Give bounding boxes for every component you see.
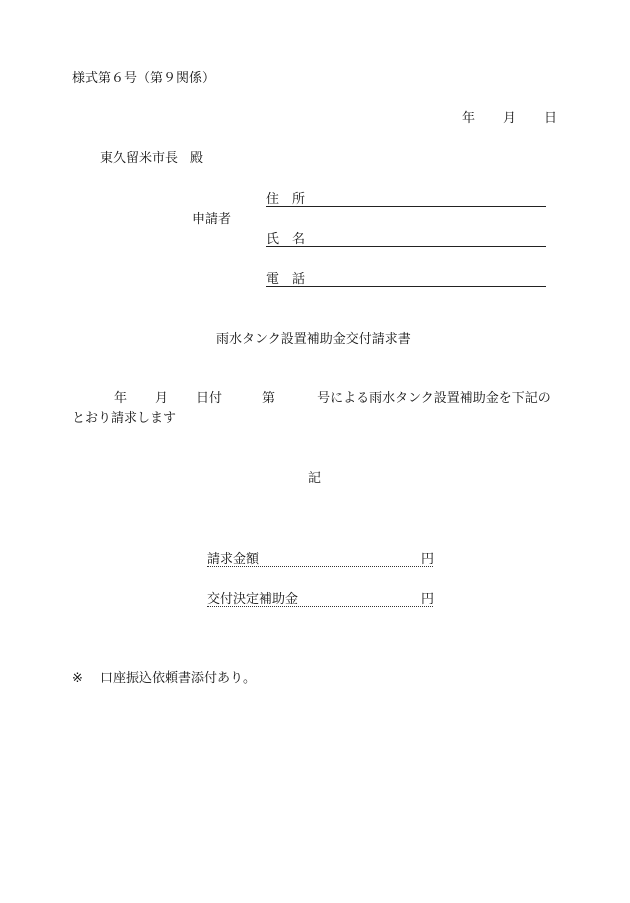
grant-amount-field[interactable] xyxy=(207,606,433,607)
document-title: 雨水タンク設置補助金交付請求書 xyxy=(216,332,411,347)
body-day-suffix: 日付 xyxy=(196,391,223,406)
date-month: 月 xyxy=(503,111,517,126)
name-label: 氏 名 xyxy=(266,232,306,247)
address-label: 住 所 xyxy=(266,192,306,207)
date-day: 日 xyxy=(544,111,558,126)
date-year: 年 xyxy=(462,111,476,126)
phone-label: 電 話 xyxy=(266,272,306,287)
body-year: 年 xyxy=(114,391,128,406)
applicant-label: 申請者 xyxy=(192,212,232,227)
note-mark: ※ xyxy=(72,671,83,686)
body-line-1 xyxy=(72,392,562,405)
grant-amount-label: 交付決定補助金 xyxy=(207,592,299,607)
addressee-name: 東久留米市長 xyxy=(100,151,179,166)
body-month: 月 xyxy=(155,391,169,406)
claim-amount-unit: 円 xyxy=(421,552,435,567)
claim-amount-label: 請求金額 xyxy=(207,552,260,567)
ki-marker: 記 xyxy=(308,471,322,486)
claim-amount-field[interactable] xyxy=(207,566,433,567)
phone-field[interactable] xyxy=(266,286,546,287)
grant-amount-unit: 円 xyxy=(421,592,435,607)
body-dai: 第 xyxy=(262,391,276,406)
addressee xyxy=(100,152,203,165)
body-rest: 号による雨水タンク設置補助金を下記の xyxy=(317,391,551,406)
body-line-2: とおり請求します xyxy=(72,411,177,426)
name-field[interactable] xyxy=(266,246,546,247)
form-number: 様式第６号（第９関係） xyxy=(72,71,216,86)
note xyxy=(72,672,256,685)
note-text: 口座振込依頼書添付あり。 xyxy=(100,671,257,686)
date-line xyxy=(462,112,557,125)
addressee-honorific: 殿 xyxy=(190,151,204,166)
address-field[interactable] xyxy=(266,206,546,207)
